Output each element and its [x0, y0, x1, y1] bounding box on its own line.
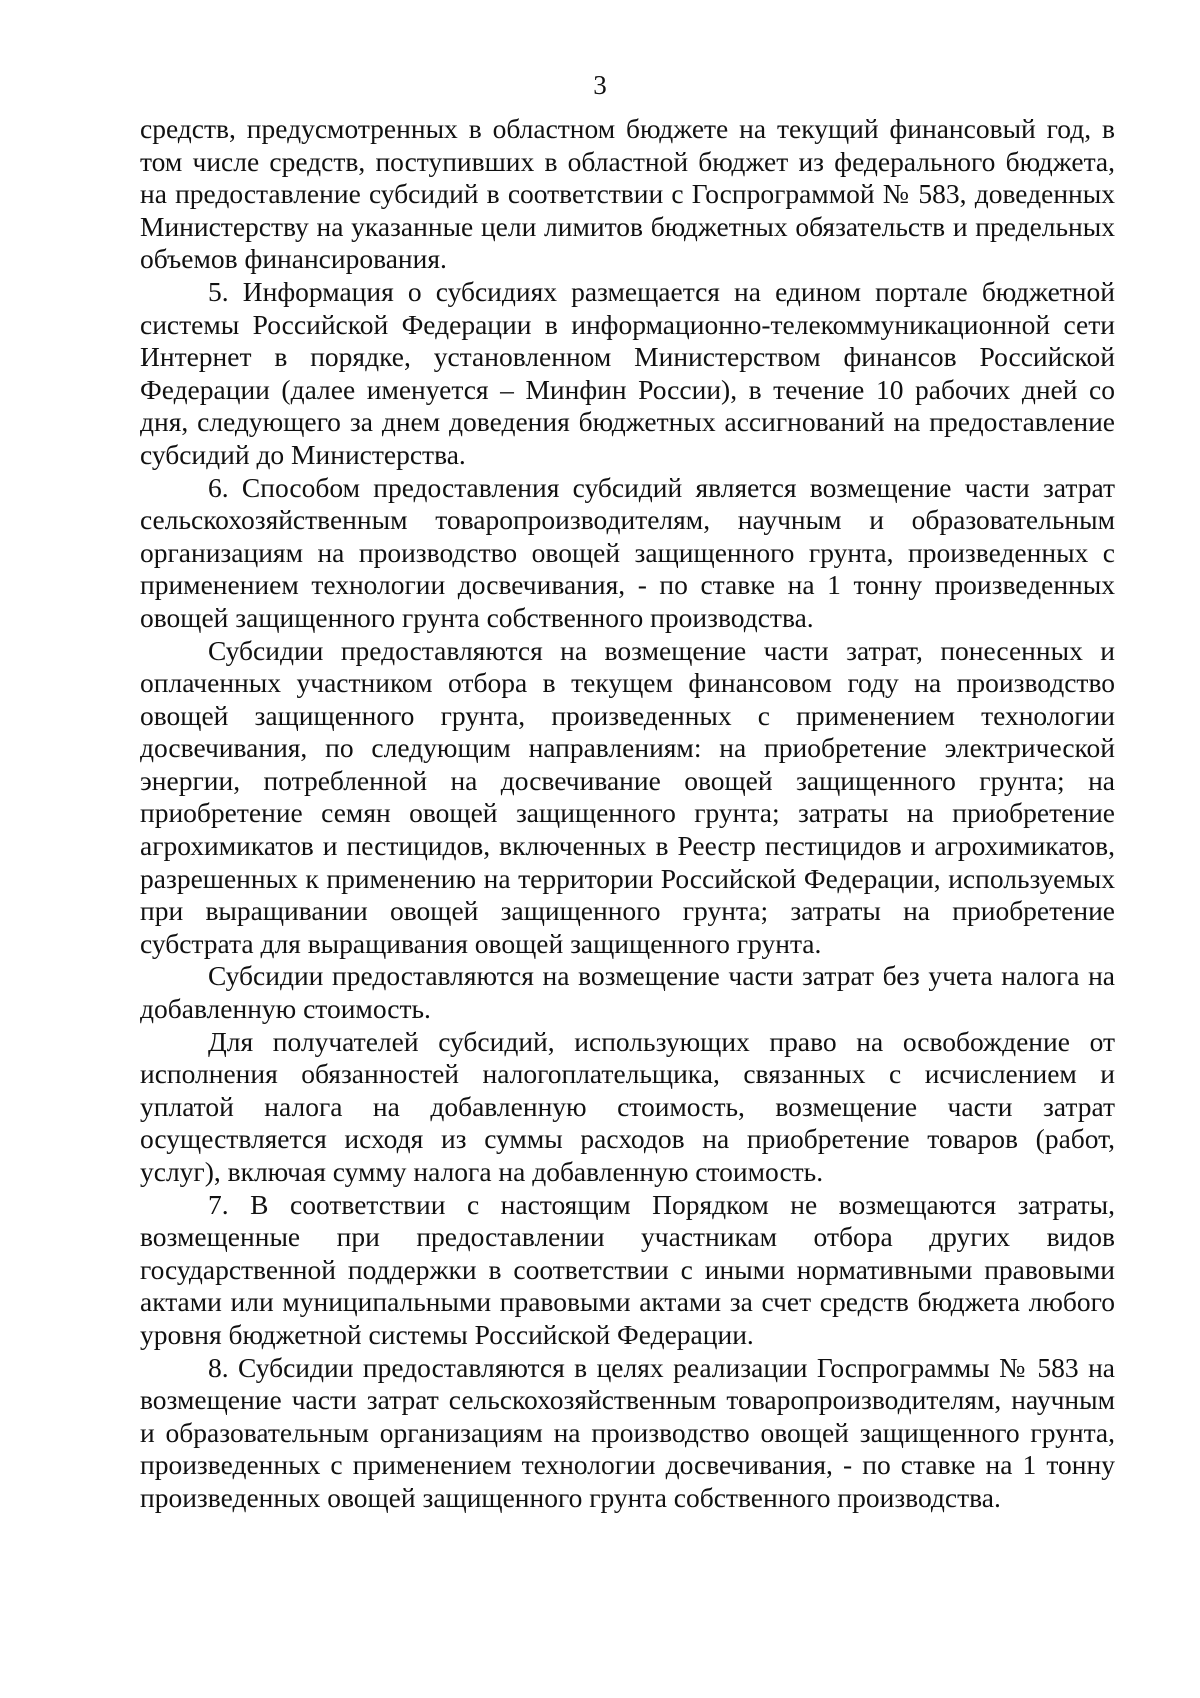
paragraph-vat-exempt-recipients: Для получателей субсидий, использующих право на освобождение от исполнения обязанностей налогоплательщика, связанных с исчислением и уплатой налога на добавленную стоимость, возмещение части затрат осуществляется исходя из суммы расходов на приобретение товаров (работ, услуг), включая сумму налога на добавленную стоимость.	[140, 1025, 1115, 1187]
paragraph-funding-limits: средств, предусмотренных в областном бюджете на текущий финансовый год, в том числе средств, поступивших в областной бюджет из федерального бюджета, на предоставление субсидий в соответствии с Госпрограммой № 583, доведенных Министерству на указанные цели лимитов бюджетных обязательств и предельных объемов финансирования.	[140, 113, 1115, 275]
paragraph-6-subsidy-method: 6. Способом предоставления субсидий является возмещение части затрат сельскохозяйственным товаропроизводителям, научным и образовательным организациям на производство овощей защищенного грунта, произведенных с применением технологии досвечивания, - по ставке на 1 тонну произведенных овощей защищенного грунта собственного производства.	[140, 471, 1115, 633]
paragraph-7-non-reimbursable-costs: 7. В соответствии с настоящим Порядком не возмещаются затраты, возмещенные при предоставлении участникам отбора других видов государственной поддержки в соответствии с иными нормативными правовыми актами или муниципальными правовыми актами за счет средств бюджета любого уровня бюджетной системы Российской Федерации.	[140, 1188, 1115, 1350]
paragraph-5-subsidy-information: 5. Информация о субсидиях размещается на едином портале бюджетной системы Российской Федерации в информационно-телекоммуникационной сети Интернет в порядке, установленном Министерством финансов Российской Федерации (далее именуется – Минфин России), в течение 10 рабочих дней со дня, следующего за днем доведения бюджетных ассигнований на предоставление субсидий до Министерства.	[140, 275, 1115, 470]
paragraph-cost-directions: Субсидии предоставляются на возмещение части затрат, понесенных и оплаченных участником отбора в текущем финансовом году на производство овощей защищенного грунта, произведенных с применением технологии досвечивания, по следующим направлениям: на приобретение электрической энергии, потребленной на досвечивание овощей защищенного грунта; на приобретение семян овощей защищенного грунта; затраты на приобретение агрохимикатов и пестицидов, включенных в Реестр пестицидов и агрохимикатов, разрешенных к применению на территории Российской Федерации, используемых при выращивании овощей защищенного грунта; затраты на приобретение субстрата для выращивания овощей защищенного грунта.	[140, 634, 1115, 959]
paragraph-8-subsidy-purpose: 8. Субсидии предоставляются в целях реализации Госпрограммы № 583 на возмещение части затрат сельскохозяйственным товаропроизводителям, научным и образовательным организациям на производство овощей защищенного грунта, произведенных с применением технологии досвечивания, - по ставке на 1 тонну произведенных овощей защищенного грунта собственного производства.	[140, 1351, 1115, 1513]
paragraph-vat-exclusion: Субсидии предоставляются на возмещение части затрат без учета налога на добавленную стоимость.	[140, 960, 1115, 1025]
page-number: 3	[593, 70, 607, 100]
document-body	[140, 113, 1115, 1515]
